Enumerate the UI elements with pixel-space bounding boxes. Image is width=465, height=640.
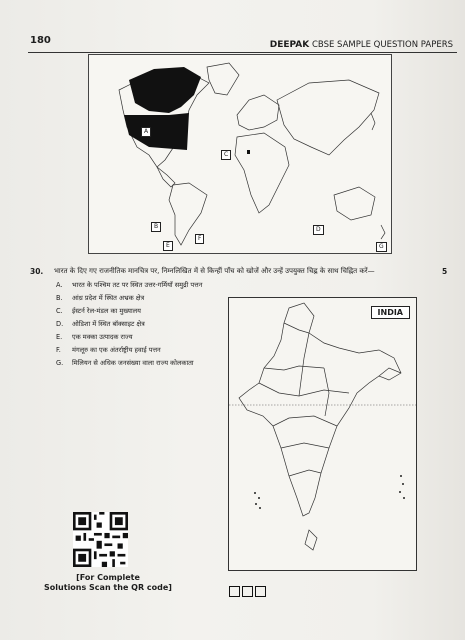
option-g — [56, 358, 194, 367]
option-letter: G. — [56, 359, 64, 367]
map-marker-e: E — [163, 241, 173, 251]
box-mark — [229, 586, 240, 597]
map-marker-b: B — [151, 222, 161, 232]
box-marks — [229, 586, 266, 597]
map-marker-a: A — [141, 127, 151, 137]
india-map-label: INDIA — [371, 306, 410, 319]
option-c — [56, 306, 141, 315]
option-text: आंध्र प्रदेश में स्थित अभ्रक क्षेत्र — [72, 294, 145, 302]
option-letter: E. — [56, 333, 63, 341]
world-map-outline — [89, 55, 391, 253]
map-marker-d: D — [313, 225, 324, 235]
option-text: भारत के पश्चिम तट पर स्थित उत्तर-गर्मियाँ समुद्री पत्तन — [72, 281, 203, 289]
india-map-outline — [229, 298, 416, 570]
option-letter: D. — [56, 320, 64, 328]
option-text: ओडिशा में स्थित बॉक्साइट क्षेत्र — [72, 320, 145, 328]
map-marker-c: C — [221, 150, 231, 160]
option-d — [56, 319, 145, 328]
option-text: ईस्टर्न रेल-मंडल का मुख्यालय — [72, 307, 141, 315]
map-marker-g: G — [376, 242, 387, 252]
box-mark — [242, 586, 253, 597]
box-mark — [255, 586, 266, 597]
option-f — [56, 345, 161, 354]
option-letter: A. — [56, 281, 63, 289]
option-a — [56, 280, 202, 289]
qr-caption-line1: [For Complete — [76, 573, 140, 582]
header-rule — [28, 52, 457, 53]
qr-caption-line2: Solutions Scan the QR code] — [44, 583, 172, 592]
brand-subtitle: CBSE SAMPLE QUESTION PAPERS — [311, 40, 453, 50]
question-marks: 5 — [442, 267, 448, 276]
page-number: 180 — [30, 35, 51, 46]
option-e — [56, 332, 133, 341]
option-letter: F. — [56, 346, 61, 354]
option-text: मंगलूरु का एक अंतर्राष्ट्रीय हवाई पत्तन — [72, 346, 161, 354]
option-letter: B. — [56, 294, 63, 302]
option-text: मिलियन से अधिक जनसंख्या वाला राज्य कोलकाता — [72, 359, 194, 367]
option-text: एक मक्का उत्पादक राज्य — [72, 333, 133, 341]
qr-caption — [33, 573, 183, 593]
brand-name: DEEPAK — [269, 40, 310, 50]
option-letter: C. — [56, 307, 63, 315]
question-text: भारत के दिए गए राजनीतिक मानचित्र पर, निम्नलिखित में से किन्हीं पाँच को खोजें और उन्हें उपयुक्त चिह्न के साथ चिह्नित करें— — [54, 267, 375, 275]
option-b — [56, 293, 144, 302]
brand-header — [270, 40, 453, 50]
india-map — [228, 297, 417, 571]
world-map — [88, 54, 392, 254]
map-marker-f: F — [195, 234, 204, 244]
qr-code[interactable] — [73, 512, 128, 567]
question-number: 30. — [30, 267, 44, 276]
